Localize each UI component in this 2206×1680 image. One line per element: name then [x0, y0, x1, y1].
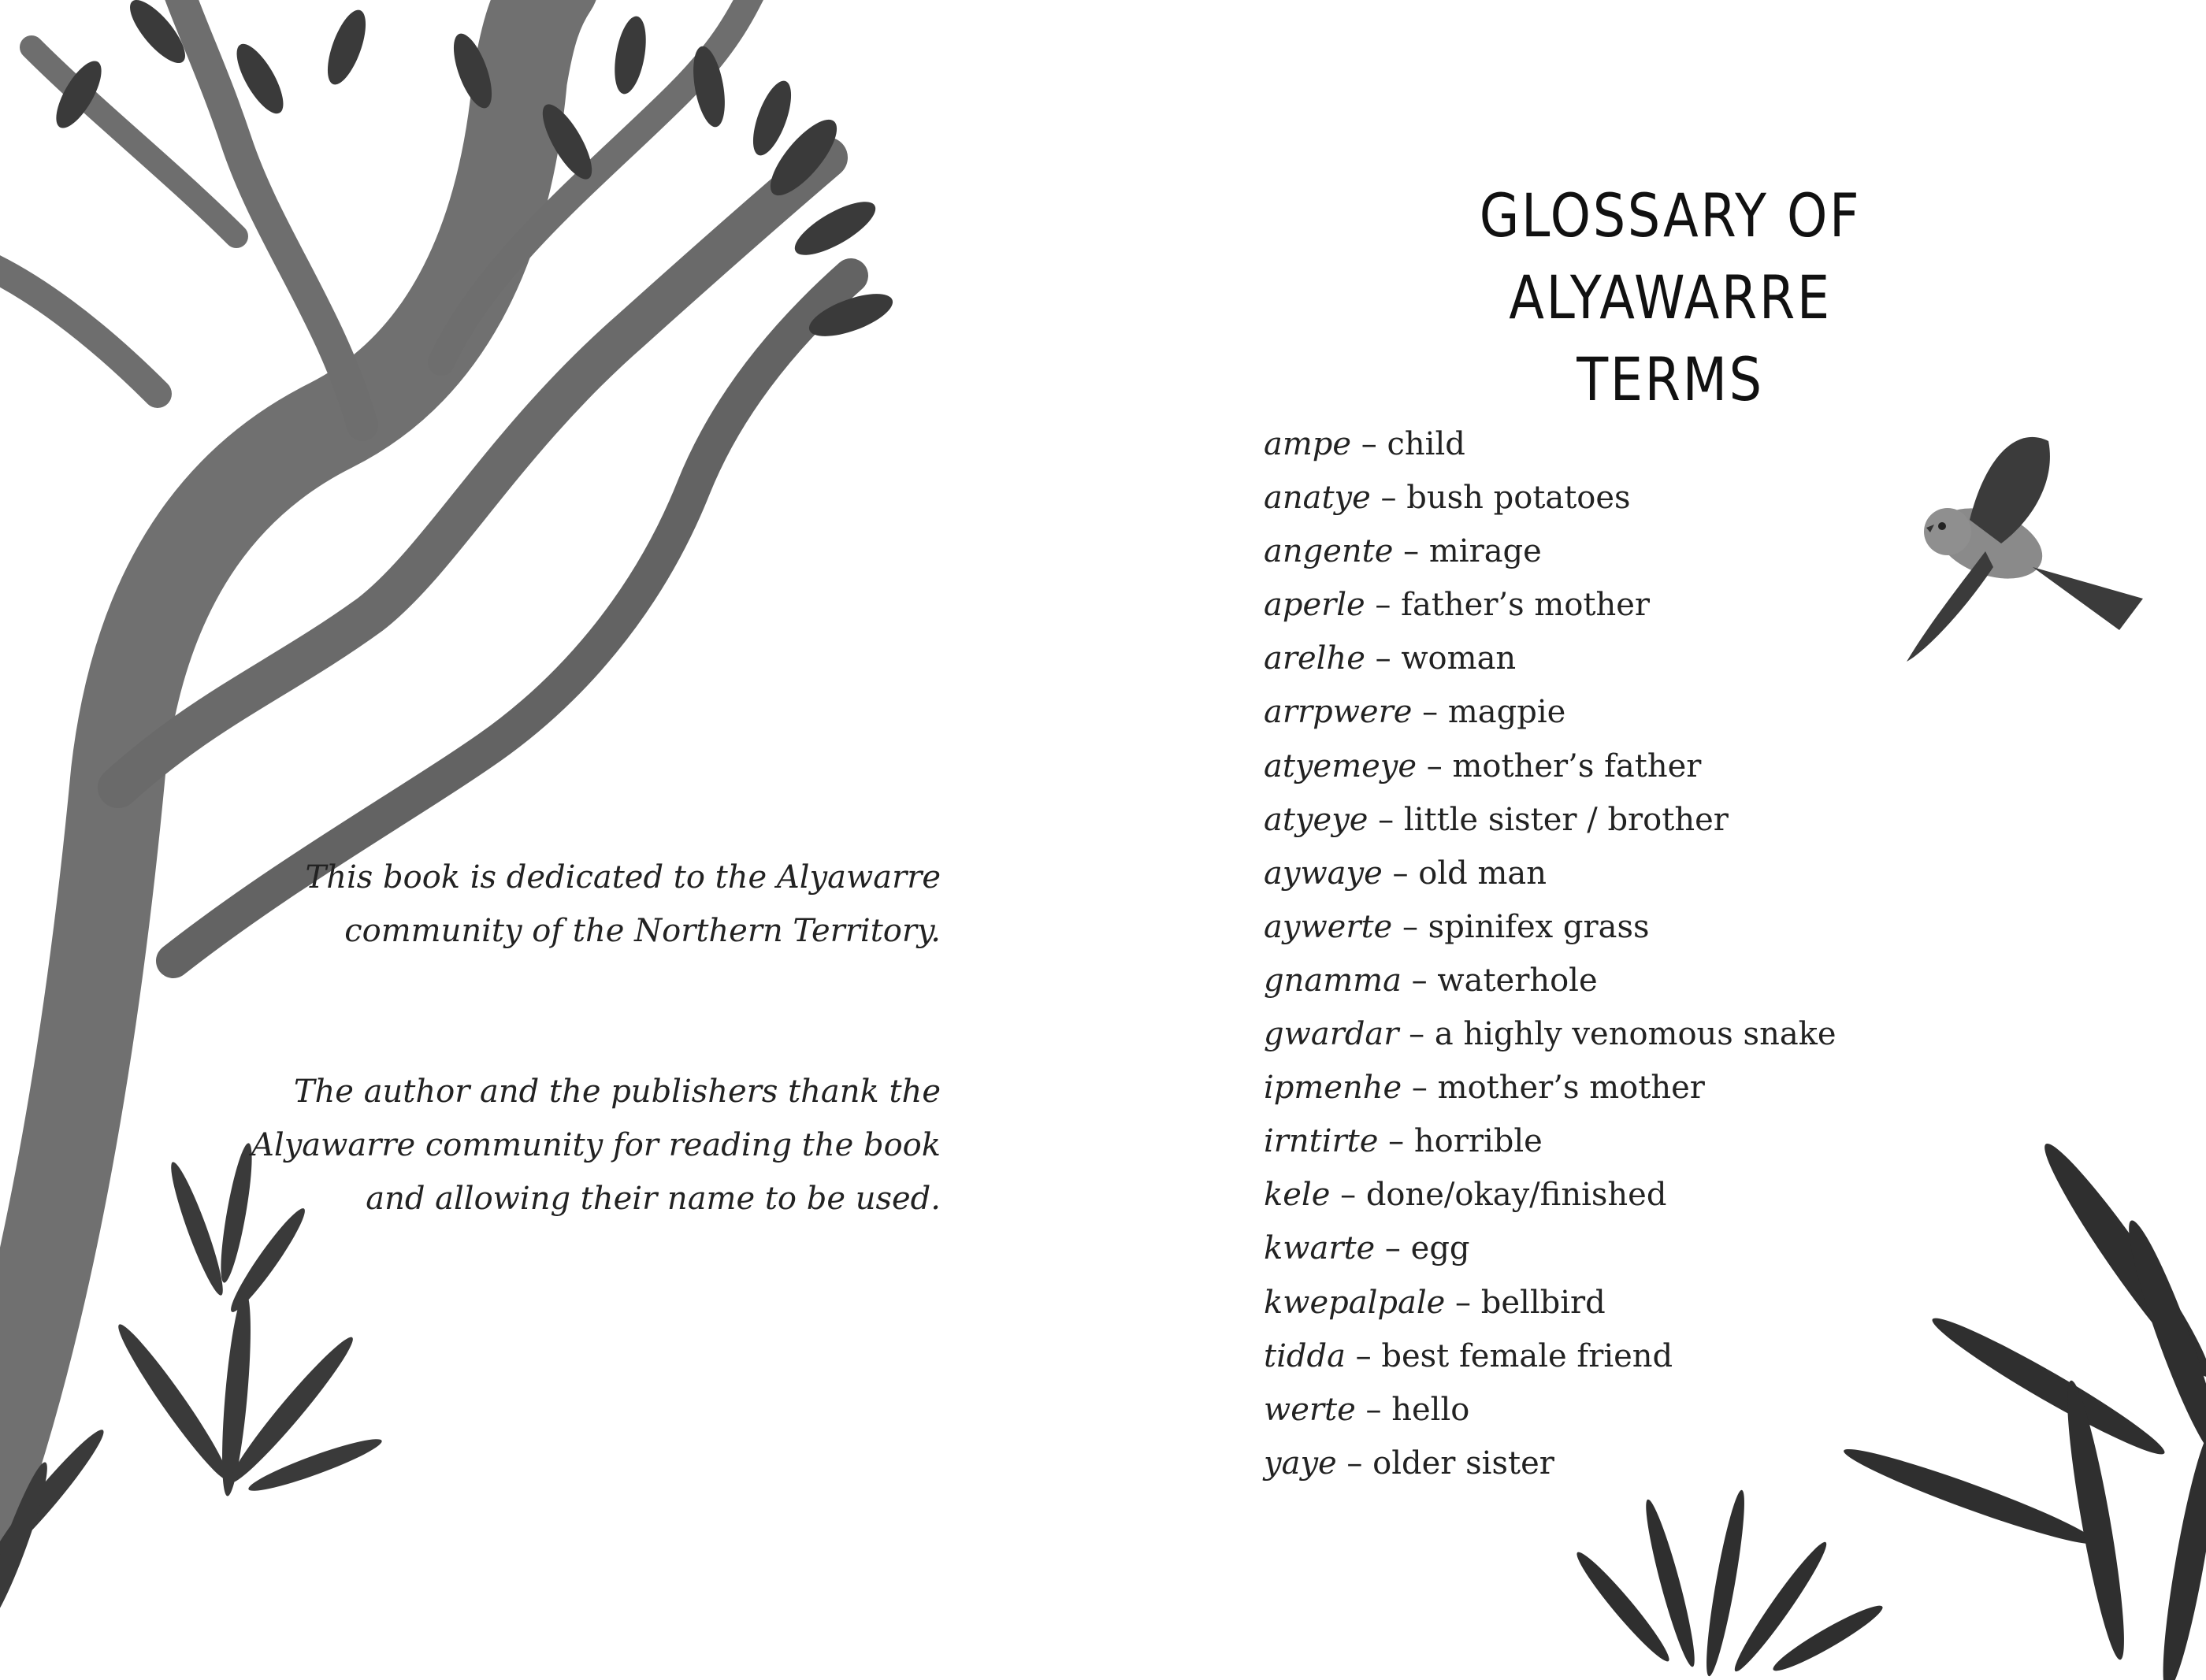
separator: –: [1417, 747, 1453, 784]
separator: –: [1375, 1230, 1411, 1267]
glossary-meaning: mother’s mother: [1437, 1070, 1705, 1107]
bird-illustration: [1907, 437, 2143, 662]
glossary-term: anatye: [1264, 480, 1371, 517]
glossary-term: yaye: [1264, 1445, 1337, 1482]
separator: –: [1393, 533, 1429, 570]
glossary-meaning: horrible: [1413, 1123, 1543, 1160]
dedication: [232, 851, 941, 1333]
glossary-term: angente: [1264, 533, 1394, 570]
glossary-term: irntirte: [1264, 1123, 1379, 1160]
separator: –: [1370, 480, 1407, 517]
glossary-term: arrpwere: [1264, 694, 1413, 731]
glossary-entry: [1264, 1061, 1910, 1114]
glossary-entry: [1264, 1222, 1910, 1275]
glossary-term: kele: [1264, 1177, 1331, 1214]
glossary-entry: [1264, 1437, 1910, 1490]
separator: –: [1402, 1070, 1438, 1107]
separator: –: [1378, 1123, 1414, 1160]
glossary-term: atyeye: [1264, 801, 1369, 838]
glossary-meaning: hello: [1391, 1391, 1470, 1428]
glossary-term: aperle: [1264, 587, 1365, 624]
separator: –: [1345, 1337, 1382, 1374]
glossary-meaning: bellbird: [1480, 1284, 1606, 1321]
separator: –: [1398, 1016, 1435, 1053]
glossary-entry: [1264, 578, 1910, 632]
separator: –: [1368, 801, 1404, 838]
glossary-entry: [1264, 740, 1910, 793]
separator: –: [1382, 855, 1419, 892]
dedication-text: This book is dedicated to the Alyawarre community of the Northern Territory.: [305, 859, 941, 949]
glossary-term: werte: [1264, 1391, 1356, 1428]
separator: –: [1392, 908, 1428, 945]
glossary-term: ipmenhe: [1264, 1070, 1402, 1107]
glossary-meaning: magpie: [1447, 694, 1566, 731]
glossary-entry: [1264, 1383, 1910, 1437]
glossary-term: atyemeye: [1264, 747, 1417, 784]
glossary-entry: [1264, 793, 1910, 847]
glossary-title-line-1: GLOSSARY OF: [1479, 180, 1862, 250]
glossary-meaning: mirage: [1428, 533, 1542, 570]
separator: –: [1365, 587, 1402, 624]
glossary-term: ampe: [1264, 426, 1352, 462]
glossary-entry: [1264, 471, 1910, 525]
glossary-meaning: older sister: [1372, 1445, 1554, 1482]
glossary-term: aywaye: [1264, 855, 1383, 892]
glossary-term: kwepalpale: [1264, 1284, 1446, 1321]
glossary-meaning: spinifex grass: [1428, 908, 1650, 945]
glossary-entry: [1264, 1114, 1910, 1168]
separator: –: [1355, 1391, 1392, 1428]
glossary-meaning: little sister / brother: [1403, 801, 1729, 838]
glossary-list: [1264, 417, 1910, 1490]
glossary-meaning: best female friend: [1381, 1337, 1673, 1374]
glossary-entry: [1264, 1168, 1910, 1222]
glossary-entry: [1264, 632, 1910, 685]
glossary-entry: [1264, 417, 1910, 471]
glossary-meaning: mother’s father: [1452, 747, 1702, 784]
glossary-entry: [1264, 847, 1910, 900]
glossary-meaning: done/okay/finished: [1365, 1177, 1667, 1214]
glossary-title: [1426, 175, 1914, 421]
glossary-entry: [1264, 954, 1910, 1007]
glossary-entry: [1264, 1276, 1910, 1330]
glossary-term: arelhe: [1264, 640, 1365, 677]
glossary-meaning: child: [1387, 426, 1465, 462]
separator: –: [1365, 640, 1402, 677]
glossary-entry: [1264, 1330, 1910, 1383]
glossary-meaning: father’s mother: [1401, 587, 1651, 624]
glossary-term: gnamma: [1264, 962, 1402, 999]
acknowledgement-text: The author and the publishers thank the Alyawarre community for reading the book and allowing their name to be used.: [251, 1074, 941, 1217]
glossary-meaning: a highly venomous snake: [1434, 1016, 1836, 1053]
glossary-entry: [1264, 685, 1910, 739]
separator: –: [1412, 694, 1448, 731]
glossary-meaning: waterhole: [1437, 962, 1598, 999]
glossary-term: gwardar: [1264, 1016, 1399, 1053]
separator: –: [1330, 1177, 1366, 1214]
glossary-meaning: old man: [1418, 855, 1547, 892]
glossary-meaning: egg: [1410, 1230, 1470, 1267]
glossary-entry: [1264, 1007, 1910, 1061]
glossary-entry: [1264, 525, 1910, 578]
glossary-term: aywerte: [1264, 908, 1393, 945]
glossary-meaning: bush potatoes: [1406, 480, 1631, 517]
glossary-entry: [1264, 900, 1910, 954]
glossary-term: tidda: [1264, 1337, 1346, 1374]
glossary-term: kwarte: [1264, 1230, 1376, 1267]
glossary-title-line-2: ALYAWARRE TERMS: [1509, 262, 1832, 414]
separator: –: [1336, 1445, 1373, 1482]
glossary-meaning: woman: [1401, 640, 1517, 677]
separator: –: [1445, 1284, 1481, 1321]
separator: –: [1401, 962, 1438, 999]
separator: –: [1351, 426, 1387, 462]
